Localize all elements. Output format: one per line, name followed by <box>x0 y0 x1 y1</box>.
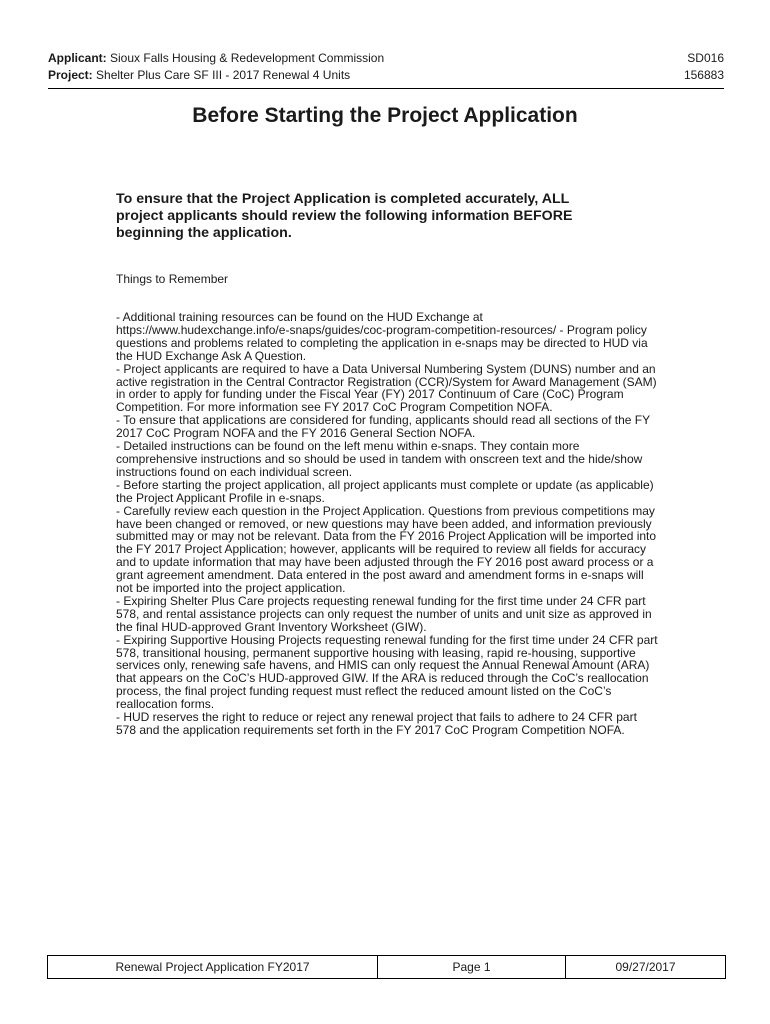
applicant-value: Sioux Falls Housing & Redevelopment Commission <box>110 51 385 65</box>
instruction-paragraph: - Project applicants are required to have a Data Universal Numbering System (DUNS) number and an active registration in the Central Contractor Registration (CCR)/System for Award Management (SAM) in order to apply for funding under the Fiscal Year (FY) 2017 Continuum of Care (CoC) Program Competition. For more information see FY 2017 CoC Program Competition NOFA. <box>116 361 657 415</box>
header-divider <box>48 88 724 89</box>
applicant-label: Applicant: <box>48 51 107 65</box>
footer-doc-name: Renewal Project Application FY2017 <box>48 956 378 978</box>
applicant-line <box>48 50 384 67</box>
instruction-paragraph: - Before starting the project application, all project applicants must complete or update (as applicable) the Project Applicant Profile in e-snaps. <box>116 477 654 505</box>
applicant-row <box>48 50 724 67</box>
project-label: Project: <box>48 68 93 82</box>
instruction-paragraph: - Carefully review each question in the Project Application. Questions from previous competitions may have been changed or removed, or new questions may have been added, and information previously submitted may or may not be relevant. Data from the FY 2016 Project Application will be imported into the FY 2017 Project Application; however, applicants will be required to review all fields for accuracy and to update information that may have been adjusted through the FY 2016 post award process or a grant agreement amendment. Data entered in the post award and amendment forms in e-snaps will not be imported into the project application. <box>116 503 657 596</box>
footer-page-number: Page 1 <box>378 956 566 978</box>
instruction-paragraph: - Expiring Shelter Plus Care projects requesting renewal funding for the first time under 24 CFR part 578, and rental assistance projects can only request the number of units and unit size as approved in the final HUD-approved Grant Inventory Worksheet (GIW). <box>116 593 652 634</box>
instruction-paragraph: - To ensure that applications are considered for funding, applicants should read all sections of the FY 2017 CoC Program NOFA and the FY 2016 General Section NOFA. <box>116 413 650 441</box>
footer-date: 09/27/2017 <box>615 960 676 974</box>
page-footer <box>47 955 726 979</box>
instruction-paragraph: - Detailed instructions can be found on the left menu within e-snaps. They contain more comprehensive instructions and so should be used in tandem with onscreen text and the hide/show instructions found on each individual screen. <box>116 439 643 479</box>
applicant-code: SD016 <box>687 51 724 65</box>
instructions-body <box>116 311 658 737</box>
instruction-paragraph: - HUD reserves the right to reduce or reject any renewal project that fails to adhere to 24 CFR part 578 and the application requirements set forth in the FY 2017 CoC Program Competition NOFA. <box>116 710 637 737</box>
project-line <box>48 67 350 84</box>
project-number: 156883 <box>683 68 724 82</box>
project-value: Shelter Plus Care SF III - 2017 Renewal 4 Units <box>96 68 351 82</box>
page-header <box>48 50 724 84</box>
intro-text: To ensure that the Project Application is completed accurately, ALL project applicants should review the following information BEFORE beginning the application. <box>116 191 573 241</box>
instruction-paragraph: - Expiring Supportive Housing Projects requesting renewal funding for the first time under 24 CFR part 578, transitional housing, permanent supportive housing with leasing, rapid re-housing, supportive services only, renewing safe havens, and HMIS can only request the Annual Renewal Amount (ARA) that appears on the CoC’s HUD-approved GIW. If the ARA is reduced through the CoC’s reallocation process, the final project funding request must reflect the reduced amount listed on the CoC’s reallocation forms. <box>116 632 658 712</box>
project-row <box>48 67 724 84</box>
page-title: Before Starting the Project Application <box>192 104 578 127</box>
things-to-remember-heading: Things to Remember <box>116 272 229 286</box>
instruction-paragraph: - Additional training resources can be found on the HUD Exchange at https://www.hudexchange.info/e-snaps/guides/coc-program-competition-resources/ - Program policy questions and problems related to completing the application in e-snaps may be directed to HUD via the HUD Exchange Ask A Question. <box>116 310 648 363</box>
